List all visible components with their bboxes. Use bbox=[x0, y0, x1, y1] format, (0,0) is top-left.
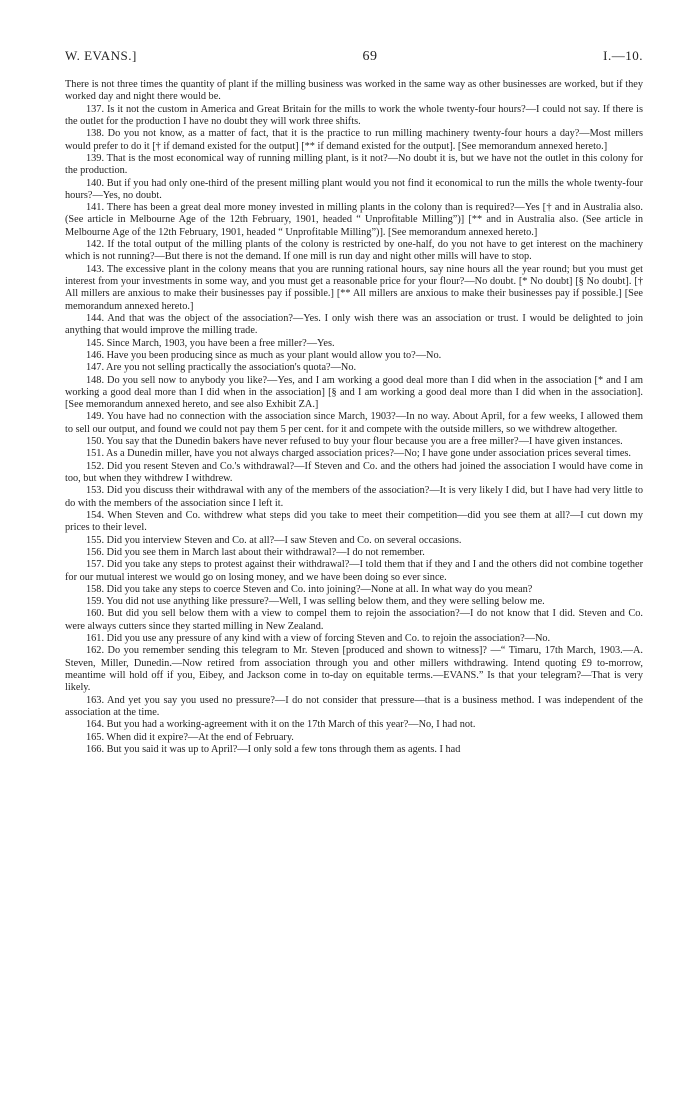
paragraph: 153. Did you discuss their withdrawal with any of the members of the association?—It is very likely I did, but I have had very little to do with the members of the association since I left it. bbox=[65, 485, 643, 509]
page-number: 69 bbox=[362, 49, 378, 64]
paper-reference: I.—10. bbox=[603, 48, 643, 63]
document-page bbox=[65, 48, 643, 756]
paragraph: 166. But you said it was up to April?—I only sold a few tons through them as agents. I had bbox=[86, 743, 461, 755]
paragraph: 138. Do you not know, as a matter of fact, that it is the practice to run milling machinery twenty-four hours a day?—Most millers would prefer to do it [† if demand existed for the output] [** if demand existed for the output]. [See memorandum annexed hereto.] bbox=[65, 128, 643, 152]
paragraph: 160. But did you sell below them with a view to compel them to rejoin the association?—I do not know that I did. Steven and Co. were always cutters since they started milling in New Zealand. bbox=[65, 608, 643, 632]
paragraph: 144. And that was the object of the association?—Yes. I only wish there was an association or trust. I would be delighted to join anything that would improve the milling trade. bbox=[65, 312, 643, 337]
evidence-text bbox=[65, 79, 643, 756]
paragraph: 155. Did you interview Steven and Co. at all?—I saw Steven and Co. on several occasions. bbox=[86, 534, 462, 546]
paragraph: 145. Since March, 1903, you have been a free miller?—Yes. bbox=[86, 337, 335, 349]
witness-name: W. EVANS.] bbox=[65, 48, 137, 63]
paragraph: 162. Do you remember sending this telegram to Mr. Steven [produced and shown to witness]? —“ Timaru, 17th March, 1903.—A. Steven, Miller, Dunedin.—Now retired from association through you and other millers withdrawing. Intend quoting £9 to-morrow, meantime will hold off if you, Eibey, and Jackson come in to-day on equitable terms.—EVANS.” Is that your telegram?—That is very likely. bbox=[65, 645, 643, 694]
paragraph: 165. When did it expire?—At the end of February. bbox=[86, 731, 294, 743]
paragraph: 154. When Steven and Co. withdrew what steps did you take to meet their competition—did you see them at all?—I cut down my prices to their level. bbox=[65, 509, 643, 534]
paragraph: 152. Did you resent Steven and Co.'s withdrawal?—If Steven and Co. and the others had joined the association I would have come in too, but when they withdrew I withdrew. bbox=[65, 460, 643, 484]
paragraph: 157. Did you take any steps to protest against their withdrawal?—I told them that if they and I and the others did not combine together for our mutual interest we would go on losing money, and we have been doing so ever since. bbox=[65, 559, 643, 583]
paragraph: 151. As a Dunedin miller, have you not always charged association prices?—No; I have gone under association prices several times. bbox=[86, 448, 631, 460]
paragraph: 146. Have you been producing since as much as your plant would allow you to?—No. bbox=[86, 349, 442, 361]
paragraph: 139. That is the most economical way of running milling plant, is it not?—No doubt it is, but we have not the outlet in this colony for the production. bbox=[65, 152, 643, 177]
paragraph: 164. But you had a working-agreement with it on the 17th March of this year?—No, I had not. bbox=[86, 719, 476, 731]
paragraph: 143. The excessive plant in the colony means that you are running rational hours, say nine hours all the year round; but you must get interest from your investments in some way, and you must get a reasonable price for your flour?—No doubt. [* No doubt] [§ No doubt]. [† All millers are anxious to make their businesses pay if possible.] [** All millers are anxious to make their businesses pay if possible.] [See memorandum annexed hereto.] bbox=[65, 263, 643, 312]
paragraph: 150. You say that the Dunedin bakers have never refused to buy your flour because you are a free miller?—I have given instances. bbox=[86, 436, 623, 448]
paragraph: 149. You have had no connection with the association since March, 1903?—In no way. About April, for a few weeks, I allowed them to sell our output, and found we could not pay them 5 per cent. for it and compete with the outside millers, so we withdrew altogether. bbox=[65, 411, 643, 435]
paragraph: 141. There has been a great deal more money invested in milling plants in the colony than is required?—Yes [† and in Australia also. (See article in Melbourne Age of the 12th February, 1901, headed “ Unprofitable Milling”)] [** and in Australia also. (See article in Melbourne Age of the 12th February, 1901, headed “ Unprofitable Milling”)]. [See memorandum annexed hereto.] bbox=[65, 202, 643, 238]
paragraph: 158. Did you take any steps to coerce Steven and Co. into joining?—None at all. In what way do you mean? bbox=[86, 583, 533, 595]
paragraph: 142. If the total output of the milling plants of the colony is restricted by one-half, do you not have to get interest on the machinery which is not running?—But there is not the demand. If one mill is run day and night other mills will have to stop. bbox=[65, 239, 643, 263]
paragraph: 163. And yet you say you used no pressure?—I do not consider that pressure—that is a business method. I was independent of the association at the time. bbox=[65, 694, 643, 718]
paragraph: There is not three times the quantity of plant if the milling business was worked in the same way as other businesses are worked, but if they worked day and night there would be. bbox=[65, 79, 643, 103]
paragraph: 137. Is it not the custom in America and Great Britain for the mills to work the whole twenty-four hours?—I could not say. If there is the outlet for the production I have no doubt they will work three shifts. bbox=[65, 103, 643, 127]
paragraph: 140. But if you had only one-third of the present milling plant would you not find it economical to run the mills the whole twenty-four hours?—Yes, no doubt. bbox=[65, 177, 643, 201]
paragraph: 159. You did not use anything like pressure?—Well, I was selling below them, and they were selling below me. bbox=[86, 596, 545, 608]
running-header bbox=[65, 48, 643, 65]
paragraph: 156. Did you see them in March last about their withdrawal?—I do not remember. bbox=[86, 546, 425, 558]
paragraph: 147. Are you not selling practically the association's quota?—No. bbox=[86, 362, 357, 374]
paragraph: 161. Did you use any pressure of any kind with a view of forcing Steven and Co. to rejoin the association?—No. bbox=[86, 633, 551, 645]
paragraph: 148. Do you sell now to anybody you like?—Yes, and I am working a good deal more than I did when in the association [* and I am working a good deal more than I did when in the association] [§ and I am working a good deal more than I did when in the association]. [See memorandum annexed hereto, and see also Exhibit ZA.] bbox=[65, 374, 643, 411]
